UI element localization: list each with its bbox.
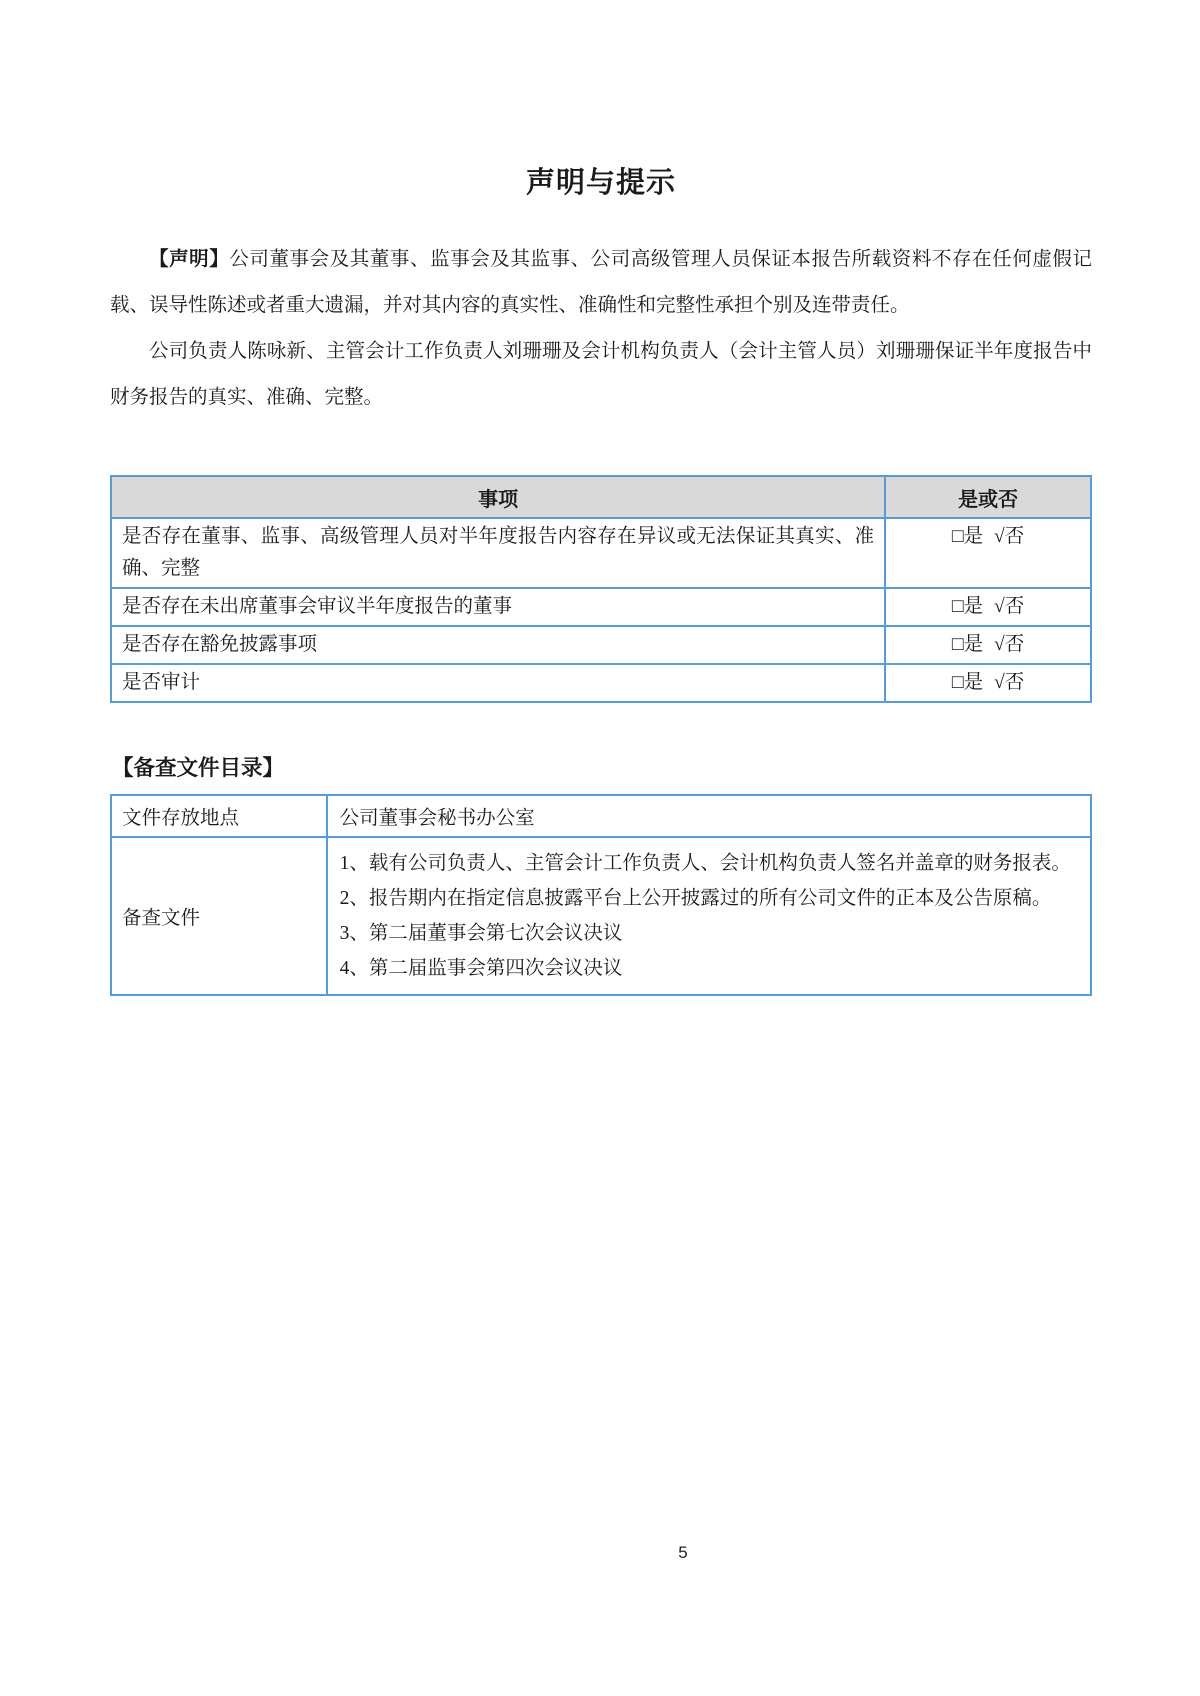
yesno-answer: □是 √否 — [885, 588, 1091, 626]
matters-table — [110, 475, 1092, 703]
page-number: 5 — [678, 1543, 688, 1562]
matter-text: 是否存在未出席董事会审议半年度报告的董事 — [111, 588, 885, 626]
list-item: 2、报告期内在指定信息披露平台上公开披露过的所有公司文件的正本及公告原稿。 — [339, 888, 1052, 909]
table-row — [111, 664, 1091, 702]
table-row — [111, 837, 1091, 995]
yesno-answer: □是 √否 — [885, 518, 1091, 588]
declaration-label: 【声明】 — [149, 249, 230, 270]
matter-text: 是否存在董事、监事、高级管理人员对半年度报告内容存在异议或无法保证其真实、准确、完整 — [111, 518, 885, 588]
table-row — [111, 588, 1091, 626]
yesno-answer: □是 √否 — [885, 626, 1091, 664]
matter-text: 是否审计 — [111, 664, 885, 702]
matters-header-item: 事项 — [111, 476, 885, 518]
declaration-paragraph — [110, 237, 1092, 329]
table-row — [111, 626, 1091, 664]
location-value: 公司董事会秘书办公室 — [327, 795, 1091, 837]
matters-header-row — [111, 476, 1091, 518]
responsibility-paragraph: 公司负责人陈咏新、主管会计工作负责人刘珊珊及会计机构负责人（会计主管人员）刘珊珊保证半年度报告中财务报告的真实、准确、完整。 — [110, 341, 1092, 408]
reference-docs-table — [110, 794, 1092, 996]
list-item: 1、载有公司负责人、主管会计工作负责人、会计机构负责人签名并盖章的财务报表。 — [339, 853, 1071, 874]
yesno-answer: □是 √否 — [885, 664, 1091, 702]
list-item: 3、第二届董事会第七次会议决议 — [339, 923, 623, 944]
table-row — [111, 795, 1091, 837]
reference-docs-heading: 【备查文件目录】 — [112, 756, 285, 780]
matter-text: 是否存在豁免披露事项 — [111, 626, 885, 664]
location-label: 文件存放地点 — [111, 795, 327, 837]
matters-header-yesno: 是或否 — [885, 476, 1091, 518]
declaration-text: 公司董事会及其董事、监事会及其监事、公司高级管理人员保证本报告所载资料不存在任何虚假记载、误导性陈述或者重大遗漏，并对其内容的真实性、准确性和完整性承担个别及连带责任。 — [110, 249, 1092, 316]
list-item: 4、第二届监事会第四次会议决议 — [339, 958, 623, 979]
docs-label: 备查文件 — [111, 837, 327, 995]
docs-list — [327, 837, 1091, 995]
table-row — [111, 518, 1091, 588]
page-title: 声明与提示 — [525, 167, 676, 199]
